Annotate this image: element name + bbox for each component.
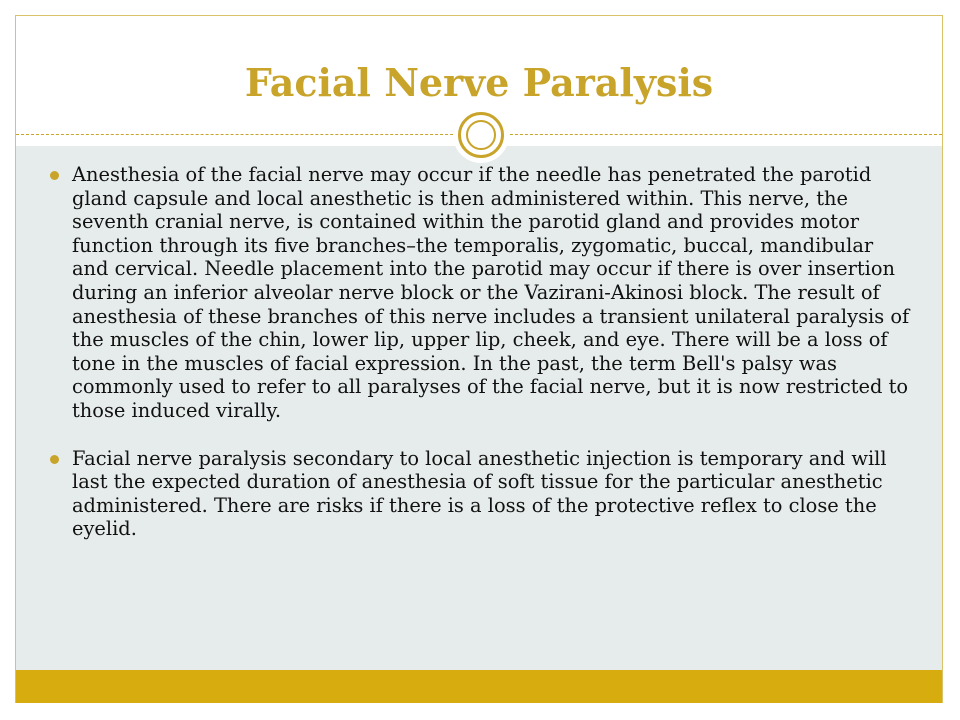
bullet-text: Anesthesia of the facial nerve may occur if the needle has penetrated the parotid gland capsule and local anesthetic is then administered within. This nerve, the seventh cranial nerve, is contained within the parotid gland and provides motor function through its five branches–the temporalis, zygomatic, buccal, mandibular and cervical. Needle placement into the parotid may occur if there is over insertion during an inferior alveolar nerve block or the Vazirani-Akinosi block. The result of anesthesia of these branches of this nerve includes a transient unilateral paralysis of the muscles of the chin, lower lip, upper lip, cheek, and eye. There will be a loss of tone in the muscles of facial expression. In the past, the term Bell's palsy was commonly used to refer to all paralyses of the facial nerve, but it is now restricted to those induced virally.	[72, 163, 910, 422]
bullet-list	[50, 163, 910, 565]
bullet-text: Facial nerve paralysis secondary to local anesthetic injection is temporary and will last the expected duration of anesthesia of soft tissue for the particular anesthetic administered. There are risks if there is a loss of the protective reflex to close the eyelid.	[72, 446, 887, 541]
footer-bar	[16, 670, 942, 703]
bullet-item	[50, 163, 910, 423]
bullet-dot-icon	[50, 171, 59, 180]
bullet-dot-icon	[50, 455, 59, 464]
slide-title: Facial Nerve Paralysis	[244, 60, 714, 105]
ring-ornament-icon	[458, 112, 504, 158]
bullet-item	[50, 447, 910, 541]
